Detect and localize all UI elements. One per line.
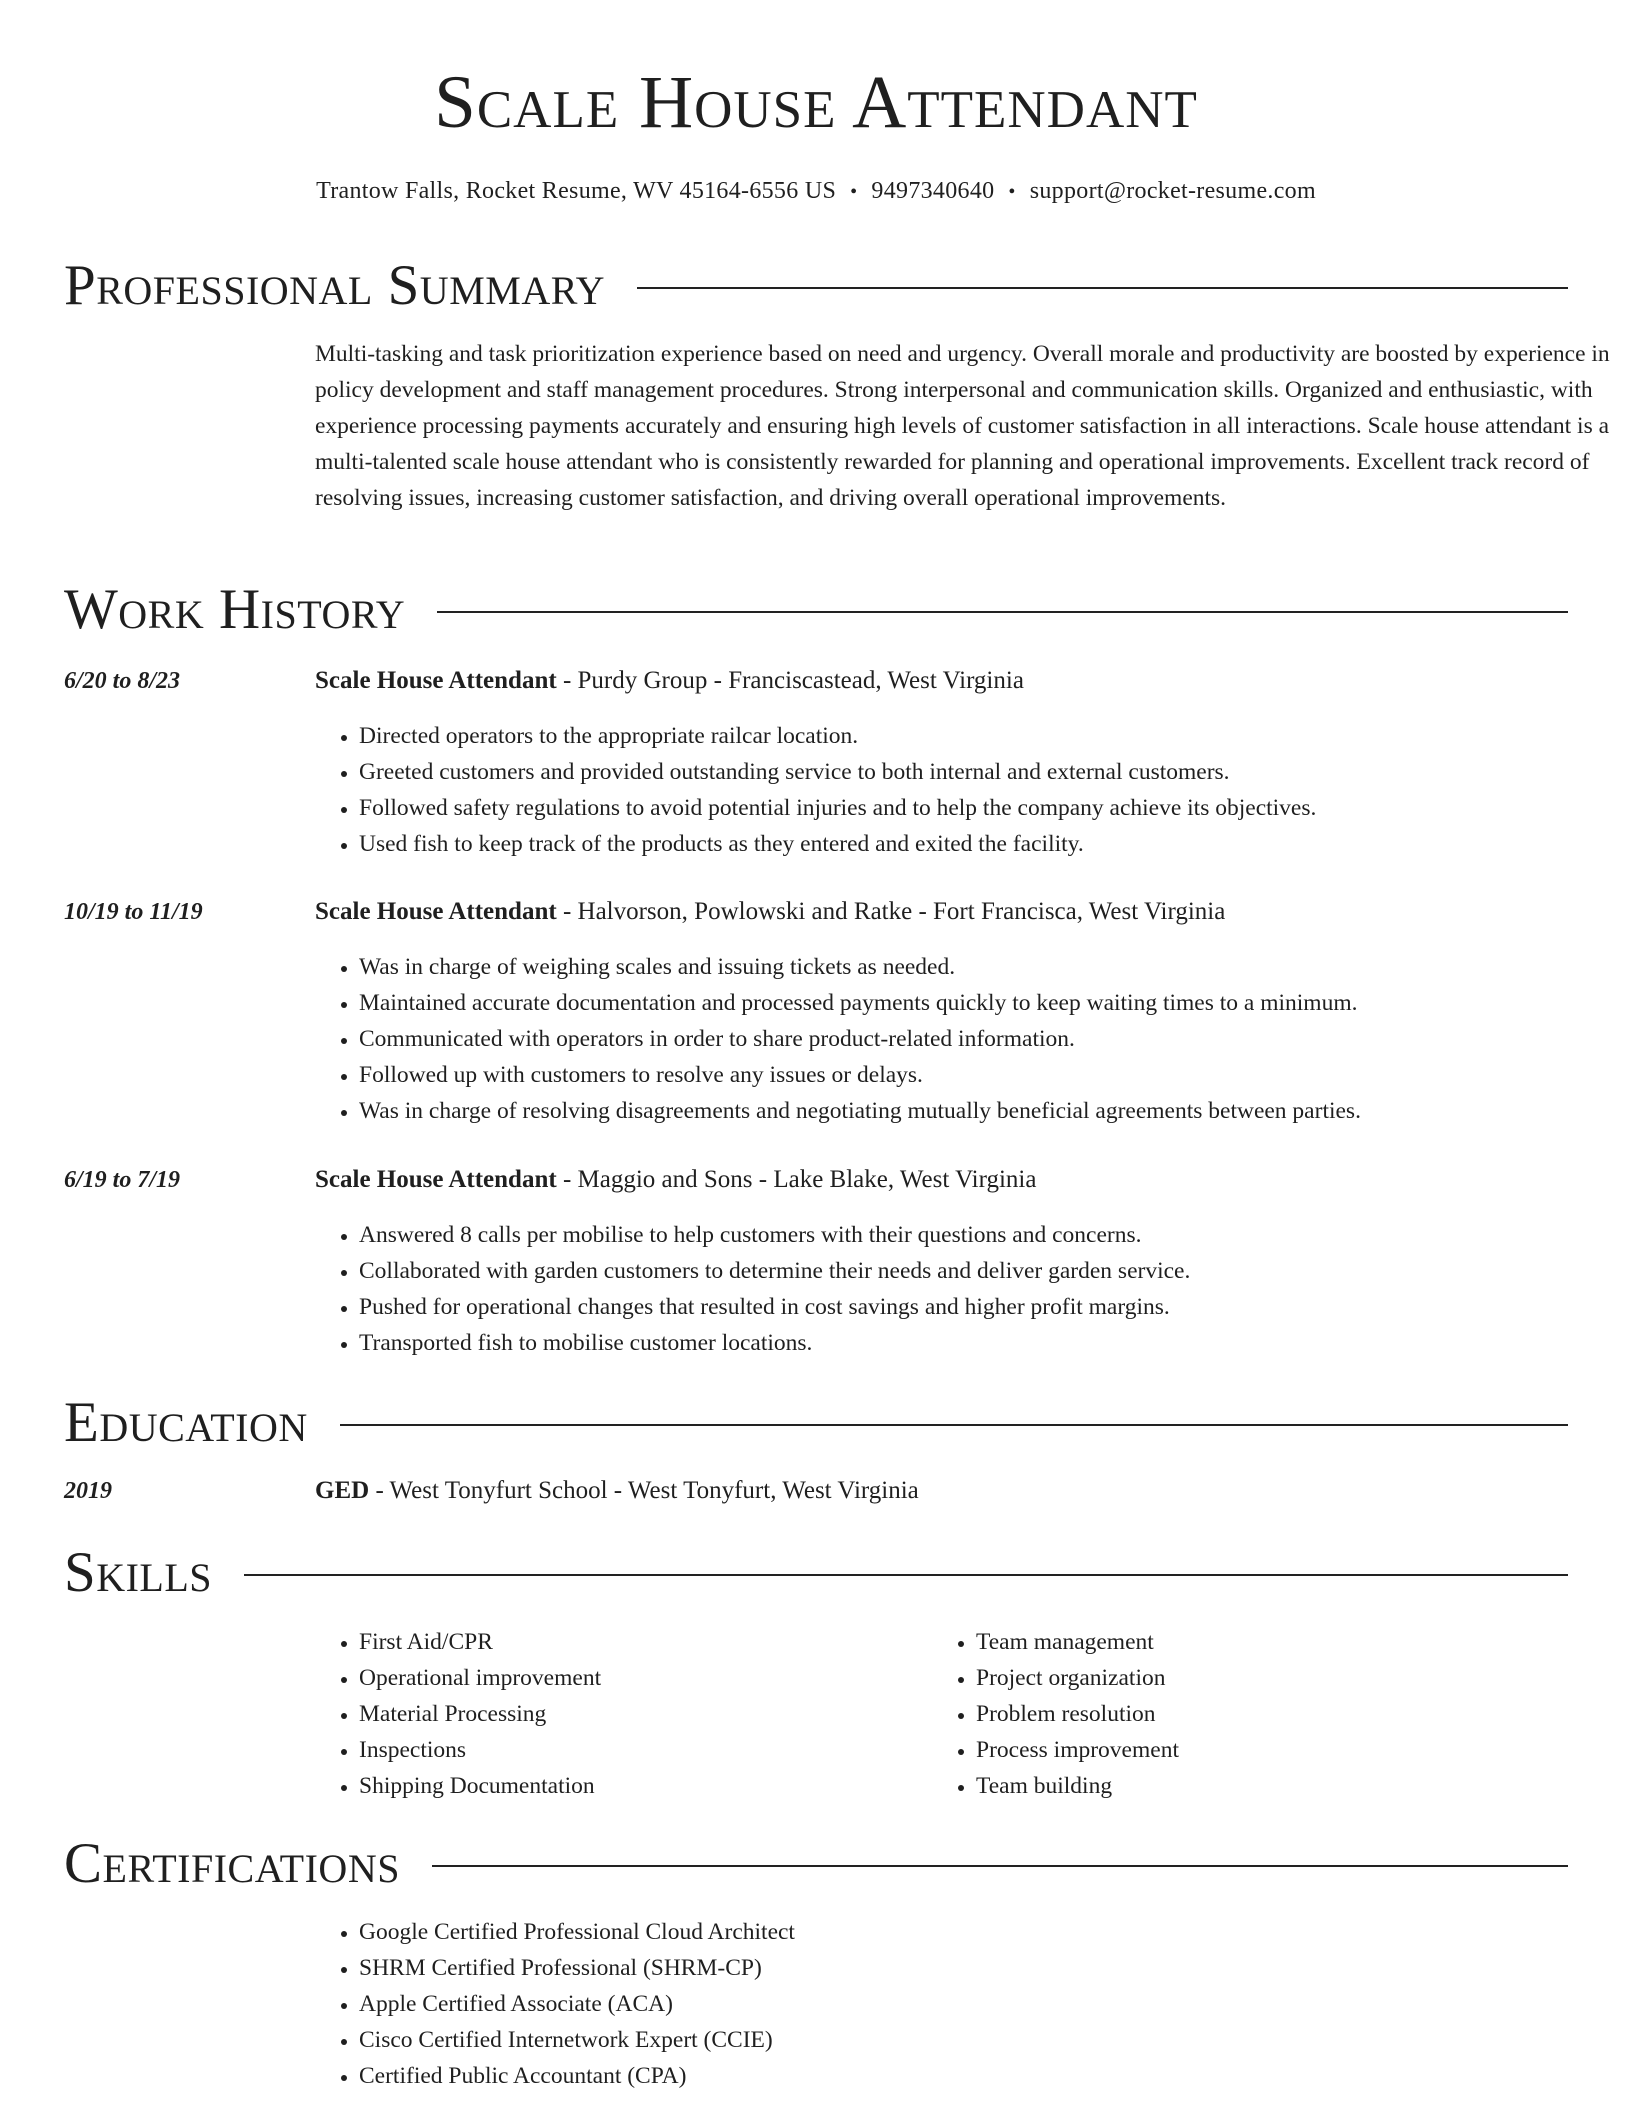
job-title: Scale House Attendant bbox=[315, 898, 557, 925]
summary-heading-row bbox=[64, 254, 1568, 318]
skills-list-right bbox=[932, 1624, 1179, 1804]
job-title: Scale House Attendant bbox=[315, 1166, 557, 1193]
job-employer: - Purdy Group - Franciscastead, West Virginia bbox=[556, 667, 1024, 694]
list-item: • Followed safety regulations to avoid potential injuries and to help the company achieve its objectives. bbox=[359, 790, 1316, 826]
job-duties-list bbox=[315, 949, 1361, 1129]
list-item: • Maintained accurate documentation and processed payments quickly to keep waiting times to a minimum. bbox=[359, 985, 1361, 1021]
certification-item: • SHRM Certified Professional (SHRM-CP) bbox=[359, 1950, 795, 1986]
work-history-heading-row bbox=[64, 578, 1568, 642]
job-dates: 10/19 to 11/19 bbox=[64, 899, 203, 925]
skill-item: • Inspections bbox=[359, 1732, 601, 1768]
skill-item: • Team management bbox=[976, 1624, 1179, 1660]
section-divider bbox=[244, 1574, 1568, 1576]
section-divider bbox=[432, 1865, 1568, 1867]
job-duties-list bbox=[315, 1217, 1190, 1361]
job-employer: - Maggio and Sons - Lake Blake, West Virginia bbox=[556, 1166, 1037, 1193]
education-heading: Education bbox=[64, 1391, 308, 1454]
contact-separator: • bbox=[850, 181, 858, 203]
education-heading-row bbox=[64, 1391, 1568, 1455]
list-item: • Used fish to keep track of the products as they entered and exited the facility. bbox=[359, 826, 1316, 862]
list-item: • Followed up with customers to resolve any issues or delays. bbox=[359, 1057, 1361, 1093]
list-item: • Transported fish to mobilise customer locations. bbox=[359, 1325, 1190, 1361]
certification-item: • Apple Certified Associate (ACA) bbox=[359, 1986, 795, 2022]
list-item: • Pushed for operational changes that resulted in cost savings and higher profit margins. bbox=[359, 1289, 1190, 1325]
work-history-heading: Work History bbox=[64, 578, 406, 641]
contact-phone: 9497340640 bbox=[871, 178, 995, 204]
education-school: - West Tonyfurt School - West Tonyfurt, West Virginia bbox=[369, 1477, 919, 1504]
list-item: • Was in charge of resolving disagreements and negotiating mutually beneficial agreements between parties. bbox=[359, 1093, 1361, 1129]
job-dates: 6/20 to 8/23 bbox=[64, 668, 181, 694]
summary-text: Multi-tasking and task prioritization experience based on need and urgency. Overall morale and productivity are boosted by experience in policy development and staff management procedures. Strong interpersonal and communication skills. Organized and enthusiastic, with experience processing payments accurately and ensuring high levels of customer satisfaction in all interactions. Scale house attendant is a multi-talented scale house attendant who is consistently rewarded for planning and operational improvements. Excellent track record of resolving issues, increasing customer satisfaction, and driving overall operational improvements. bbox=[315, 341, 1610, 511]
job-title-line bbox=[315, 895, 1225, 929]
job-dates: 6/19 to 7/19 bbox=[64, 1167, 181, 1193]
skill-item: • First Aid/CPR bbox=[359, 1624, 601, 1660]
resume-name: Scale House Attendant bbox=[434, 61, 1198, 144]
job-title-line bbox=[315, 664, 1024, 698]
certification-item: • Google Certified Professional Cloud Architect bbox=[359, 1914, 795, 1950]
contact-line bbox=[64, 174, 1568, 209]
education-degree: GED bbox=[315, 1477, 370, 1504]
certification-item: • Certified Public Accountant (CPA) bbox=[359, 2058, 795, 2094]
contact-email: support@rocket-resume.com bbox=[1029, 178, 1316, 204]
skills-heading: Skills bbox=[64, 1541, 213, 1604]
certifications-list bbox=[315, 1914, 795, 2094]
skills-heading-row bbox=[64, 1541, 1568, 1605]
list-item: • Greeted customers and provided outstanding service to both internal and external customers. bbox=[359, 754, 1316, 790]
summary-heading: Professional Summary bbox=[64, 254, 606, 317]
list-item: • Was in charge of weighing scales and issuing tickets as needed. bbox=[359, 949, 1361, 985]
skill-item: • Project organization bbox=[976, 1660, 1179, 1696]
skill-item: • Problem resolution bbox=[976, 1696, 1179, 1732]
skill-item: • Material Processing bbox=[359, 1696, 601, 1732]
skill-item: • Shipping Documentation bbox=[359, 1768, 601, 1804]
skills-list-left bbox=[315, 1624, 601, 1804]
job-employer: - Halvorson, Powlowski and Ratke - Fort Francisca, West Virginia bbox=[556, 898, 1226, 925]
job-title: Scale House Attendant bbox=[315, 667, 557, 694]
certifications-heading: Certifications bbox=[64, 1832, 400, 1895]
job-duties-list bbox=[315, 718, 1316, 862]
skill-item: • Team building bbox=[976, 1768, 1179, 1804]
list-item: • Answered 8 calls per mobilise to help customers with their questions and concerns. bbox=[359, 1217, 1190, 1253]
job-title-line bbox=[315, 1163, 1036, 1197]
list-item: • Directed operators to the appropriate railcar location. bbox=[359, 718, 1316, 754]
contact-address: Trantow Falls, Rocket Resume, WV 45164-6556 US bbox=[316, 178, 837, 204]
section-divider bbox=[340, 1424, 1568, 1426]
list-item: • Collaborated with garden customers to determine their needs and deliver garden service. bbox=[359, 1253, 1190, 1289]
skill-item: • Process improvement bbox=[976, 1732, 1179, 1768]
list-item: • Communicated with operators in order to share product-related information. bbox=[359, 1021, 1361, 1057]
education-year: 2019 bbox=[64, 1478, 112, 1504]
section-divider bbox=[437, 611, 1568, 613]
section-divider bbox=[637, 287, 1568, 289]
education-line bbox=[315, 1474, 919, 1508]
contact-separator: • bbox=[1008, 181, 1016, 203]
skill-item: • Operational improvement bbox=[359, 1660, 601, 1696]
certifications-heading-row bbox=[64, 1832, 1568, 1896]
certification-item: • Cisco Certified Internetwork Expert (CCIE) bbox=[359, 2022, 795, 2058]
